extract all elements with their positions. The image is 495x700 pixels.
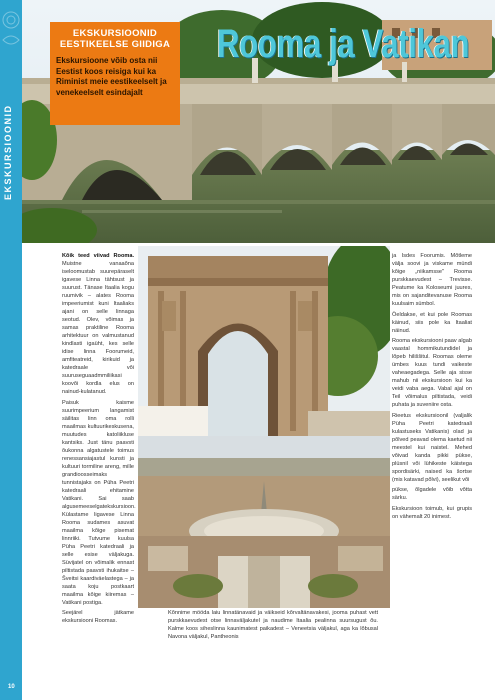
article-paragraph: Seejärel jätkame ekskursiooni Roomas. — [62, 610, 134, 624]
sidebar-strip — [0, 0, 22, 700]
article-paragraph: pükse, õlgadele võib võtta särku. — [392, 487, 472, 501]
article-paragraph: Ekskursioon toimub, kui grupis on vähemalt 20 inimest. — [392, 505, 472, 520]
article-column-middle — [168, 609, 378, 644]
section-label: EKSKURSIOONID — [3, 104, 13, 200]
promo-heading: EKSKURSIOONID EESTIKEELSE GIIDIGA — [59, 28, 171, 50]
article-paragraph: Öeldakse, et kui pole Roomas käinud, siis pole ka Itaaliat näinud. — [392, 311, 472, 334]
article-paragraph: Rooma ekskursiooni paav algab vaastal hommikutundidel ja lõpeb hiliššitul. Roomas oleme ümbes kuus tundi vaikeste vaheaegadega. Selle aja sisse mahub nii ekskursioon kui ka veidi vaba aega. Vabal ajal on Teil võimalus piltistada, veidi puhata ja suveniire osta. — [392, 338, 472, 408]
page-number: 10 — [8, 684, 15, 690]
article-paragraph: Muistne vanaaõna iseloomustab suurepäraselt igavese Linna tähtsust ja suurust. Tänase Itaalia kogu ruumivik – alates Rooma impeeriumist kuni Itaaliaks ajani on selle linnaga seotud. Olev, võimas ja samas praktiline Rooma arhitektuur on valmustanud kindlasti igaüht, kes selle idise linna Foorumeid, amfiteatreid, kirikuid ja katedraale või suuruseguaadmmiliikasi koovõi kordla elus on nainud-kulatanud. — [62, 261, 134, 395]
vatican-aerial-photo — [138, 436, 390, 608]
promo-box — [50, 22, 180, 125]
forum-arch-photo — [138, 246, 390, 436]
article-column-right — [392, 252, 472, 523]
hero-title: Rooma ja Vatikan — [217, 22, 470, 66]
promo-body: Ekskursioone võib osta nii Eestist koos reisiga kui ka Riminist meie eestikeelselt ja venekeelselt esindajalt — [56, 56, 167, 97]
article-paragraph: Paisuk kaisme suurimpeerium langamist säilitas linn oma rolli maailmas kultuurikeskusena, muutudes katoliikluse kantsiks. Just tänu paavsti õukonna algatustele toimus renessansiajastul kunsti ja kultuuri tormiline areng, mille grandioosseimaks tunnistajaks on Püha Peetri katedraali ehitamine Vatikani. Sai saab algusemeeselgatekskursioon. Külastame ligavese Linna Rooma sudames asuvat maailma kõige pisemat linnriiki. Tutvume kuulsa Püha Peetri katedraali ja selle esise väljakuga. Süvijatel on võimalik ennast piltistada paavsti ihukaitse – Šveitsi kaardiväelastega – ja saata koju postkaart maailma kõige kiiremas – Vatikani postiga. — [62, 399, 136, 606]
article-paragraph: ja Isdes Foorumis. Mõtleme välja soovi ja viskame mündi kõige „niikamsse" Rooma purskkaevudest – Trevisse. Peatume ka Koloseumi juures, mis on sajanditevanuse Rooma kuulsaim sümbol. — [392, 253, 472, 307]
article-paragraph: Kõnnime mööda laiu linnatänavaid ja väikseid kõrvaltänavakesi, jooma puhast vett purskkaevudest otse linnaväljakutel ja naudime Itaalia pealinna suursugust õu. Kalme koos siheslinna kaunimatest paikadest – Veneetsia väljakul, aga ka lõbusal Navona väljakul, Pantheonis — [168, 610, 378, 640]
article-column-left — [62, 252, 134, 628]
article-lead: Kõik teed viivad Rooma. — [62, 253, 134, 259]
article-paragraph: Rieetus ekskursioonil (valjalik Püha Peetri katedraali kulastuseks Vatikanis) olad ja põlved peavad olema kaetud nii meestel kui naistel. Mehed võivad kanda pikki pükse, plüsnil või lühikeste käistega spordisärki, naised ka šortse (mis katavad põlvi), seelikut või — [392, 412, 472, 483]
